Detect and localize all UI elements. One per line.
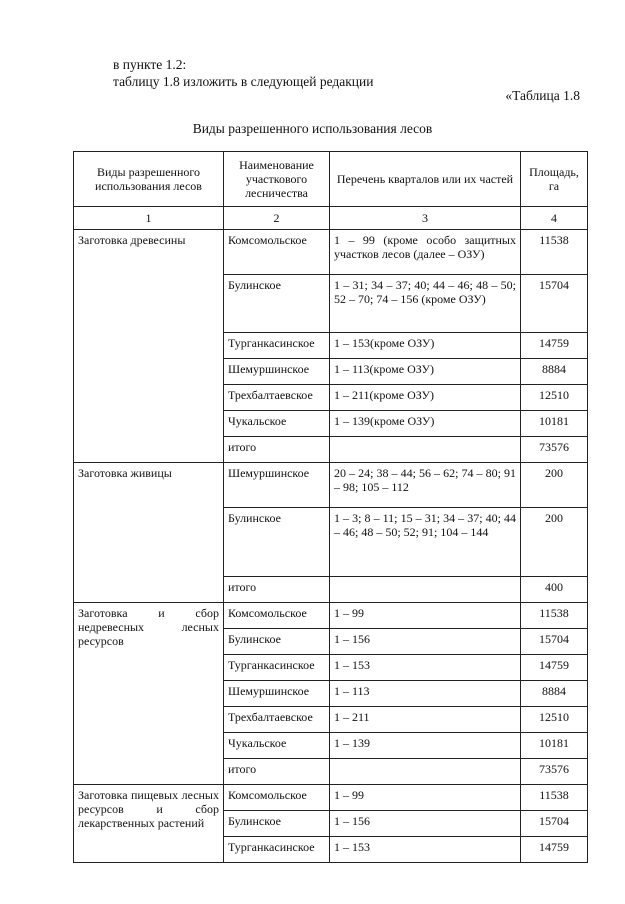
intro-line-1: в пункте 1.2: bbox=[113, 57, 187, 72]
intro-text bbox=[113, 56, 373, 90]
area-cell: 15704 bbox=[521, 629, 588, 655]
area-cell: 400 bbox=[521, 577, 588, 603]
area-cell: 14759 bbox=[521, 333, 588, 359]
area-cell: 10181 bbox=[521, 733, 588, 759]
quarters-cell bbox=[330, 577, 521, 603]
quarters-cell: 1 – 139(кроме ОЗУ) bbox=[330, 411, 521, 437]
area-cell: 14759 bbox=[521, 655, 588, 681]
forestry-cell: Шемуршинское bbox=[224, 681, 330, 707]
forestry-cell: Трехбалтаевское bbox=[224, 707, 330, 733]
column-number: 2 bbox=[224, 207, 330, 230]
area-cell: 12510 bbox=[521, 707, 588, 733]
quarters-cell: 1 – 99 (кроме особо защитных участков лесов (далее – ОЗУ) bbox=[330, 230, 521, 275]
forestry-cell: Шемуршинское bbox=[224, 463, 330, 508]
quarters-cell: 20 – 24; 38 – 44; 56 – 62; 74 – 80; 91 – 98; 105 – 112 bbox=[330, 463, 521, 508]
forestry-cell: Булинское bbox=[224, 811, 330, 837]
table-row bbox=[74, 463, 588, 508]
area-cell: 73576 bbox=[521, 437, 588, 463]
forestry-cell: Турганкасинское bbox=[224, 655, 330, 681]
area-cell: 15704 bbox=[521, 275, 588, 333]
use-kind-cell: Заготовка живицы bbox=[74, 463, 224, 603]
quarters-cell: 1 – 3; 8 – 11; 15 – 31; 34 – 37; 40; 44 – 46; 48 – 50; 52; 91; 104 – 144 bbox=[330, 508, 521, 577]
area-cell: 8884 bbox=[521, 359, 588, 385]
forestry-cell: Шемуршинское bbox=[224, 359, 330, 385]
quarters-cell: 1 – 211 bbox=[330, 707, 521, 733]
forestry-cell: Чукальское bbox=[224, 411, 330, 437]
total-label-cell: итого bbox=[224, 577, 330, 603]
quarters-cell: 1 – 113 bbox=[330, 681, 521, 707]
table-row bbox=[74, 603, 588, 629]
area-cell: 11538 bbox=[521, 603, 588, 629]
header-quarters: Перечень кварталов или их частей bbox=[330, 152, 521, 207]
table-header-row bbox=[74, 152, 588, 207]
quarters-cell: 1 – 153 bbox=[330, 837, 521, 863]
area-cell: 200 bbox=[521, 508, 588, 577]
use-kind-cell: Заготовка пищевых лесных ресурсов и сбор лекарственных растений bbox=[74, 785, 224, 863]
area-cell: 15704 bbox=[521, 811, 588, 837]
area-cell: 11538 bbox=[521, 230, 588, 275]
use-kind-cell: Заготовка и сбор недревесных лесных ресурсов bbox=[74, 603, 224, 785]
column-number: 1 bbox=[74, 207, 224, 230]
area-cell: 11538 bbox=[521, 785, 588, 811]
total-label-cell: итого bbox=[224, 437, 330, 463]
header-kind: Виды разрешенного использования лесов bbox=[74, 152, 224, 207]
quarters-cell bbox=[330, 759, 521, 785]
forestry-cell: Булинское bbox=[224, 508, 330, 577]
forestry-cell: Булинское bbox=[224, 275, 330, 333]
area-cell: 10181 bbox=[521, 411, 588, 437]
forest-use-table bbox=[73, 151, 588, 863]
area-cell: 73576 bbox=[521, 759, 588, 785]
table-caption: «Таблица 1.8 bbox=[505, 88, 580, 103]
area-cell: 14759 bbox=[521, 837, 588, 863]
column-number: 3 bbox=[330, 207, 521, 230]
quarters-cell: 1 – 153(кроме ОЗУ) bbox=[330, 333, 521, 359]
table-row bbox=[74, 230, 588, 275]
use-kind-cell: Заготовка древесины bbox=[74, 230, 224, 463]
quarters-cell: 1 – 156 bbox=[330, 629, 521, 655]
forestry-cell: Комсомольское bbox=[224, 785, 330, 811]
area-cell: 8884 bbox=[521, 681, 588, 707]
table-row bbox=[74, 785, 588, 811]
forestry-cell: Турганкасинское bbox=[224, 333, 330, 359]
column-number-row bbox=[74, 207, 588, 230]
column-number: 4 bbox=[521, 207, 588, 230]
forestry-cell: Трехбалтаевское bbox=[224, 385, 330, 411]
quarters-cell: 1 – 99 bbox=[330, 603, 521, 629]
quarters-cell: 1 – 31; 34 – 37; 40; 44 – 46; 48 – 50; 52 – 70; 74 – 156 (кроме ОЗУ) bbox=[330, 275, 521, 333]
area-cell: 200 bbox=[521, 463, 588, 508]
quarters-cell: 1 – 99 bbox=[330, 785, 521, 811]
header-area: Площадь, га bbox=[521, 152, 588, 207]
quarters-cell bbox=[330, 437, 521, 463]
quarters-cell: 1 – 156 bbox=[330, 811, 521, 837]
forestry-cell: Комсомольское bbox=[224, 603, 330, 629]
quarters-cell: 1 – 113(кроме ОЗУ) bbox=[330, 359, 521, 385]
table-title: Виды разрешенного использования лесов bbox=[192, 121, 433, 136]
area-cell: 12510 bbox=[521, 385, 588, 411]
forestry-cell: Булинское bbox=[224, 629, 330, 655]
quarters-cell: 1 – 153 bbox=[330, 655, 521, 681]
forestry-cell: Чукальское bbox=[224, 733, 330, 759]
header-forestry: Наименование участкового лесничества bbox=[224, 152, 330, 207]
intro-line-2: таблицу 1.8 изложить в следующей редакции bbox=[113, 74, 374, 89]
quarters-cell: 1 – 211(кроме ОЗУ) bbox=[330, 385, 521, 411]
forestry-cell: Комсомольское bbox=[224, 230, 330, 275]
forestry-cell: Турганкасинское bbox=[224, 837, 330, 863]
total-label-cell: итого bbox=[224, 759, 330, 785]
quarters-cell: 1 – 139 bbox=[330, 733, 521, 759]
